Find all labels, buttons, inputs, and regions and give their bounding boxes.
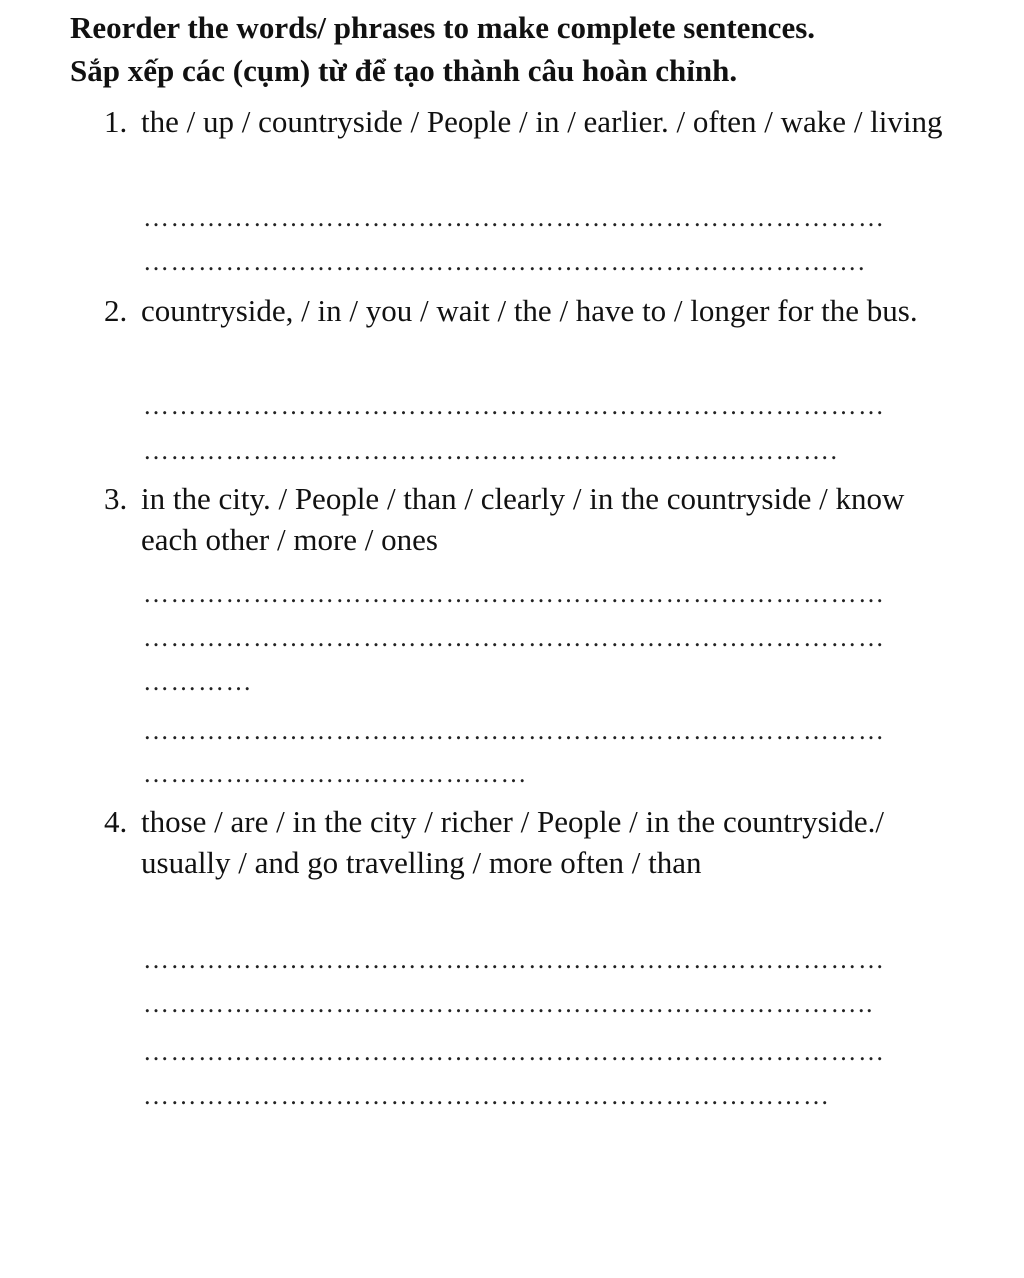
answer-line[interactable]: ……………………………………………………………………… <box>143 208 886 228</box>
exercise-prompt: the / up / countryside / People / in / earlier. / often / wake / living <box>141 104 943 139</box>
answer-line[interactable]: ……………………………………………………………………… <box>143 950 886 970</box>
answer-line[interactable]: ……………………………………………………………………… <box>143 628 886 648</box>
answer-line[interactable]: ………………………………………………………………… <box>143 1086 831 1106</box>
instruction-vietnamese: Sắp xếp các (cụm) từ để tạo thành câu hoàn chỉnh. <box>70 53 738 88</box>
exercise-prompt: countryside, / in / you / wait / the / have to / longer for the bus. <box>141 293 918 328</box>
answer-line[interactable]: …………………………………………………………………….. <box>143 994 874 1014</box>
answer-line[interactable]: ……………………………………………………………………… <box>143 721 886 741</box>
exercise-4 <box>104 801 964 927</box>
exercise-prompt: in the city. / People / than / clearly / in the countryside / know each other / more / ones <box>141 481 905 557</box>
instruction-english: Reorder the words/ phrases to make complete sentences. <box>70 10 816 45</box>
exercise-3 <box>104 478 964 562</box>
exercise-1 <box>104 101 964 185</box>
exercise-number: 2. <box>104 293 128 328</box>
answer-line[interactable]: ……………………………………………………………………… <box>143 1042 886 1062</box>
exercise-number: 1. <box>104 104 128 139</box>
exercise-number: 4. <box>104 804 128 839</box>
answer-line[interactable]: …………………………………………………………………. <box>143 441 839 461</box>
answer-line[interactable]: ………… <box>143 672 253 692</box>
answer-line[interactable]: ……………………………………………………………………… <box>143 584 886 604</box>
answer-line[interactable]: …………………………………… <box>143 764 528 784</box>
exercise-2 <box>104 290 964 374</box>
exercise-prompt: those / are / in the city / richer / People / in the countryside./ usually / and go travelling / more often / than <box>141 804 884 880</box>
answer-line[interactable]: ……………………………………………………………………. <box>143 252 866 272</box>
answer-line[interactable]: ……………………………………………………………………… <box>143 396 886 416</box>
exercise-number: 3. <box>104 481 128 516</box>
